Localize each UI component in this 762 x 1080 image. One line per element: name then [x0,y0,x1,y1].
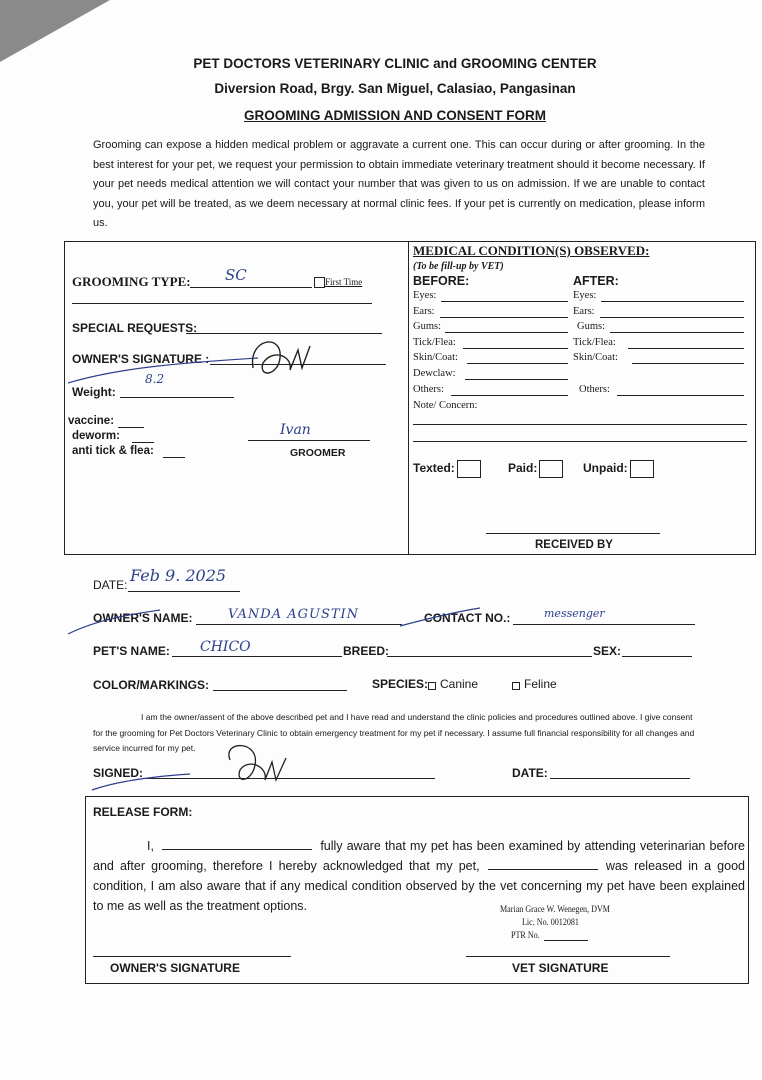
after-item-label: Others: [579,383,610,395]
received-by-label: RECEIVED BY [535,539,613,551]
vet-stamp-name: Marian Grace W. Wenegen, DVM [500,905,610,915]
before-item-line[interactable] [467,363,568,364]
unpaid-label: Unpaid: [583,461,628,476]
first-time-checkbox[interactable] [314,277,325,288]
vet-signature-label: VET SIGNATURE [512,961,609,975]
received-by-line [486,533,660,534]
after-item-line[interactable] [601,301,744,302]
weight-value[interactable]: 8.2 [145,372,165,386]
consent-paragraph: I am the owner/assent of the above described pet and I have read and understand the clinic policies and procedures outlined above. I give consent for the grooming for Pet Doctors Veterinary Clinic to obtain emergency treatment for my pet if necessary. I assume full financial responsibility for all changes and service incurred for my pet. [93,712,695,753]
vaccine-label: vaccine: [68,415,115,427]
pets-name-label: PET'S NAME: [93,644,170,658]
after-item-line[interactable] [628,348,744,349]
anti-tick-line [163,457,185,458]
before-item-line[interactable] [451,395,568,396]
after-label: AFTER: [573,274,619,288]
box-divider [408,241,409,555]
canine-checkbox[interactable] [428,682,436,690]
signed-label: SIGNED: [93,766,144,780]
after-item-label: Tick/Flea: [573,336,616,348]
before-item-label: Dewclaw: [413,368,456,379]
date-label: DATE: [93,578,128,592]
breed-line [387,656,592,657]
paid-field [508,460,563,478]
weight-label: Weight: [72,385,116,399]
deworm-line [132,442,154,443]
note-concern-label: Note/ Concern: [413,400,478,411]
unpaid-checkbox[interactable] [630,460,654,478]
grooming-type-line [190,287,312,288]
paid-label: Paid: [508,461,538,476]
after-item-line[interactable] [632,363,744,364]
vaccine-line [118,427,144,428]
feline-label: Feline [524,677,557,691]
deworm-label: deworm: [72,430,120,442]
before-item-label: Tick/Flea: [413,336,456,348]
after-item-line[interactable] [610,332,744,333]
texted-label: Texted: [413,461,455,476]
color-markings-label: COLOR/MARKINGS: [93,678,209,692]
grooming-type-value[interactable]: SC [225,266,247,284]
release-text-1: I, [147,839,154,853]
feline-checkbox[interactable] [512,682,520,690]
contact-line [513,624,695,625]
grooming-type-label: GROOMING TYPE: [72,274,191,289]
special-requests-label: SPECIAL REQUESTS: [72,321,198,335]
paid-checkbox[interactable] [539,460,563,478]
release-paragraph [93,836,745,916]
date-value[interactable]: Feb 9. 2025 [130,566,227,585]
before-item-label: Ears: [413,305,435,317]
release-text-3: was released in a good condition, I am also aware that if any medical condition observed by the vet concerning my pet have been explained to me as well as the treatment options. [93,859,745,913]
sex-label: SEX: [593,644,622,658]
before-item-line[interactable] [441,301,568,302]
after-item-label: Skin/Coat: [573,352,618,364]
canine-label: Canine [440,677,479,691]
date-line [128,591,240,592]
owners-name-value[interactable]: VANDA AGUSTIN [228,607,360,622]
signed-date-line [550,778,690,779]
pets-name-line [172,656,342,657]
owners-signature-label: OWNER'S SIGNATURE : [72,352,210,366]
before-item-line[interactable] [445,332,568,333]
before-item-line[interactable] [463,348,568,349]
release-owner-line[interactable] [162,838,312,850]
texted-field [413,460,481,478]
unpaid-field [583,460,654,478]
clinic-address: Diversion Road, Brgy. San Miguel, Calasiao, Pangasinan [214,81,576,96]
release-pet-line[interactable] [488,858,598,870]
color-markings-line [213,690,347,691]
before-item-line[interactable] [465,379,568,380]
before-item-line[interactable] [440,317,568,318]
form-title: GROOMING ADMISSION AND CONSENT FORM [244,108,546,123]
contact-label: CONTACT NO.: [424,611,511,625]
signed-signature-scribble [90,740,310,800]
first-time-label: First Time [325,277,363,287]
before-item-label: Eyes: [413,290,437,301]
groomer-line [248,440,370,441]
weight-line [120,397,234,398]
signed-date-label: DATE: [512,766,548,780]
vet-signature-line [466,956,670,957]
owners-name-label: OWNER'S NAME: [93,611,193,625]
grooming-extra-line [72,303,372,304]
contact-value[interactable]: messenger [544,607,605,620]
after-item-line[interactable] [617,395,744,396]
release-text-2: fully aware that my pet has been examined by attending veterinarian before and after grooming, therefore I hereby acknowledged that my pet, [93,839,745,873]
owner-signature-line [93,956,291,957]
vet-stamp-license: Lic. No. 0012081 [522,918,579,928]
breed-label: BREED: [343,644,390,658]
note-line-2 [413,441,747,442]
before-item-label: Gums: [413,321,442,333]
pets-name-value[interactable]: CHICO [200,639,251,655]
medical-title: MEDICAL CONDITION(S) OBSERVED: [413,243,650,258]
anti-tick-label: anti tick & flea: [72,445,154,457]
after-item-label: Gums: [577,321,606,333]
clinic-name: PET DOCTORS VETERINARY CLINIC and GROOMING CENTER [193,56,597,71]
species-label: SPECIES: [372,677,429,691]
after-item-label: Eyes: [573,290,597,301]
sex-line [622,656,692,657]
release-title: RELEASE FORM: [93,805,193,819]
groomer-name[interactable]: Ivan [280,422,311,438]
medical-subtitle: (To be fill-up by VET) [413,261,504,272]
groomer-label: GROOMER [290,447,346,459]
intro-paragraph: Grooming can expose a hidden medical problem or aggravate a current one. This can occur during or after grooming. In the best interest for your pet, we request your permission to obtain immediate veterinary treatment should it become necessary. If your pet needs medical attention we will contact your number that was given to us on admission. If we are unable to contact you, your pet will be treated, as we deem necessary at normal clinic fees. If your pet is currently on medication, please inform us. [93,139,705,229]
vet-stamp-ptr: PTR No. [511,931,540,941]
note-line-1 [413,424,747,425]
before-item-label: Skin/Coat: [413,352,458,364]
release-owner-signature-label: OWNER'S SIGNATURE [110,961,240,975]
after-item-line[interactable] [600,317,744,318]
connector-strokes [60,598,480,638]
before-item-label: Others: [413,383,444,395]
after-item-label: Ears: [573,305,595,317]
vet-ptr-line [544,940,588,941]
texted-checkbox[interactable] [457,460,481,478]
before-label: BEFORE: [413,274,470,288]
